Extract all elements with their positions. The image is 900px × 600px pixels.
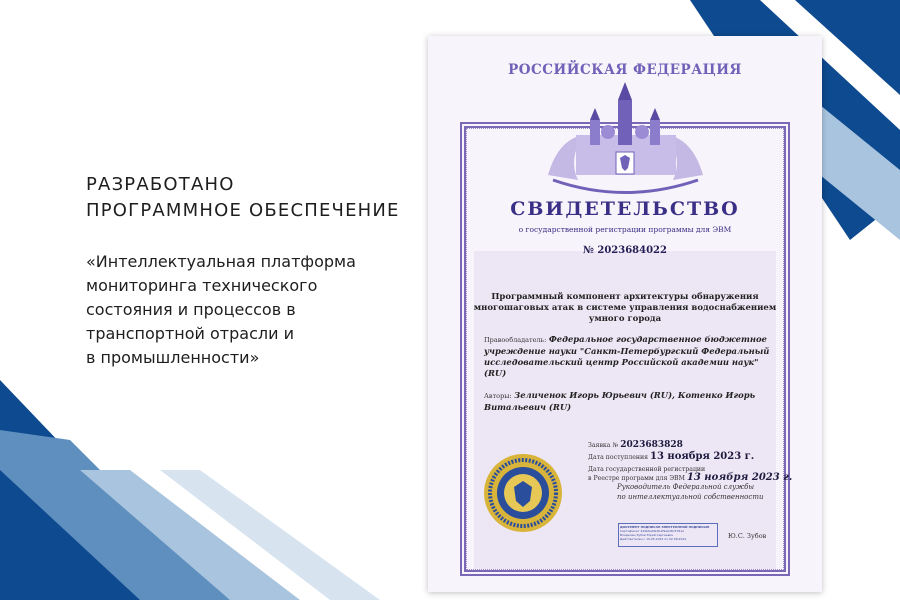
head-title-line-1: Руководитель Федеральной службы: [617, 483, 755, 491]
authors-block: [484, 390, 770, 413]
description-line: в промышленности»: [86, 348, 260, 367]
received-label: Дата поступления: [588, 454, 649, 461]
authors-value: Зеличенок Игорь Юрьевич (RU), Котенко Игорь Витальевич (RU): [484, 390, 756, 412]
certificate-country: РОССИЙСКАЯ ФЕДЕРАЦИЯ: [508, 62, 742, 78]
description-line: транспортной отрасли и: [86, 324, 294, 343]
registration-line-1: Дата государственной регистрации: [588, 466, 706, 473]
description-line: «Интеллектуальная платформа: [86, 252, 356, 271]
registration-date: 13 ноября 2023 г.: [686, 472, 793, 483]
heading-line-1: РАЗРАБОТАНО: [86, 174, 235, 195]
stamp-line: Владелец Зубов Юрий Сергеевич: [620, 533, 674, 537]
head-title-line-2: по интеллектуальной собственности: [617, 493, 764, 501]
application-number: 2023683828: [620, 440, 683, 450]
owner-block: [484, 334, 770, 379]
description-line: мониторинга технического: [86, 276, 318, 295]
stamp-line: ДОКУМЕНТ ПОДПИСАН ЭЛЕКТРОННОЙ ПОДПИСЬЮ: [620, 525, 710, 529]
owner-value: Федеральное государственное бюджетное учреждение науки "Санкт-Петербургский Федеральный исследовательский центр Российской академии наук" (RU): [484, 334, 770, 378]
heading: [86, 172, 400, 224]
electronic-signature-stamp: [618, 523, 718, 547]
certificate-number: № 2023684022: [583, 245, 667, 256]
gold-seal-icon: [483, 453, 563, 533]
registration-certificate: [428, 36, 822, 592]
received-line: [588, 453, 798, 462]
registration-label: в Реестре программ для ЭВМ: [588, 475, 685, 482]
heading-line-2: ПРОГРАММНОЕ ОБЕСПЕЧЕНИЕ: [86, 200, 400, 221]
head-title: [617, 482, 807, 502]
kremlin-emblem-icon: [538, 80, 713, 195]
received-date: 13 ноября 2023 г.: [650, 451, 755, 462]
application-label: Заявка №: [588, 442, 619, 449]
application-line: [588, 441, 798, 450]
stamp-line: Сертификат 429b6a0fe3b1f9a0d8c5781e: [620, 529, 684, 533]
stamp-line: Действителен с 10.05.2023 по 02.08.2024: [620, 537, 687, 541]
certificate-subtitle: о государственной регистрации программы для ЭВМ: [518, 225, 732, 234]
authors-label: Авторы:: [484, 392, 512, 400]
program-name: Программный компонент архитектуры обнаружения многошаговых атак в системе управления водоснабжением умного города: [473, 292, 777, 324]
head-name: Ю.С. Зубов: [728, 532, 767, 540]
description-line: состояния и процессов в: [86, 300, 296, 319]
owner-label: Правообладатель:: [484, 336, 547, 344]
certificate-title: СВИДЕТЕЛЬСТВО: [510, 198, 740, 220]
software-description: [86, 250, 406, 370]
